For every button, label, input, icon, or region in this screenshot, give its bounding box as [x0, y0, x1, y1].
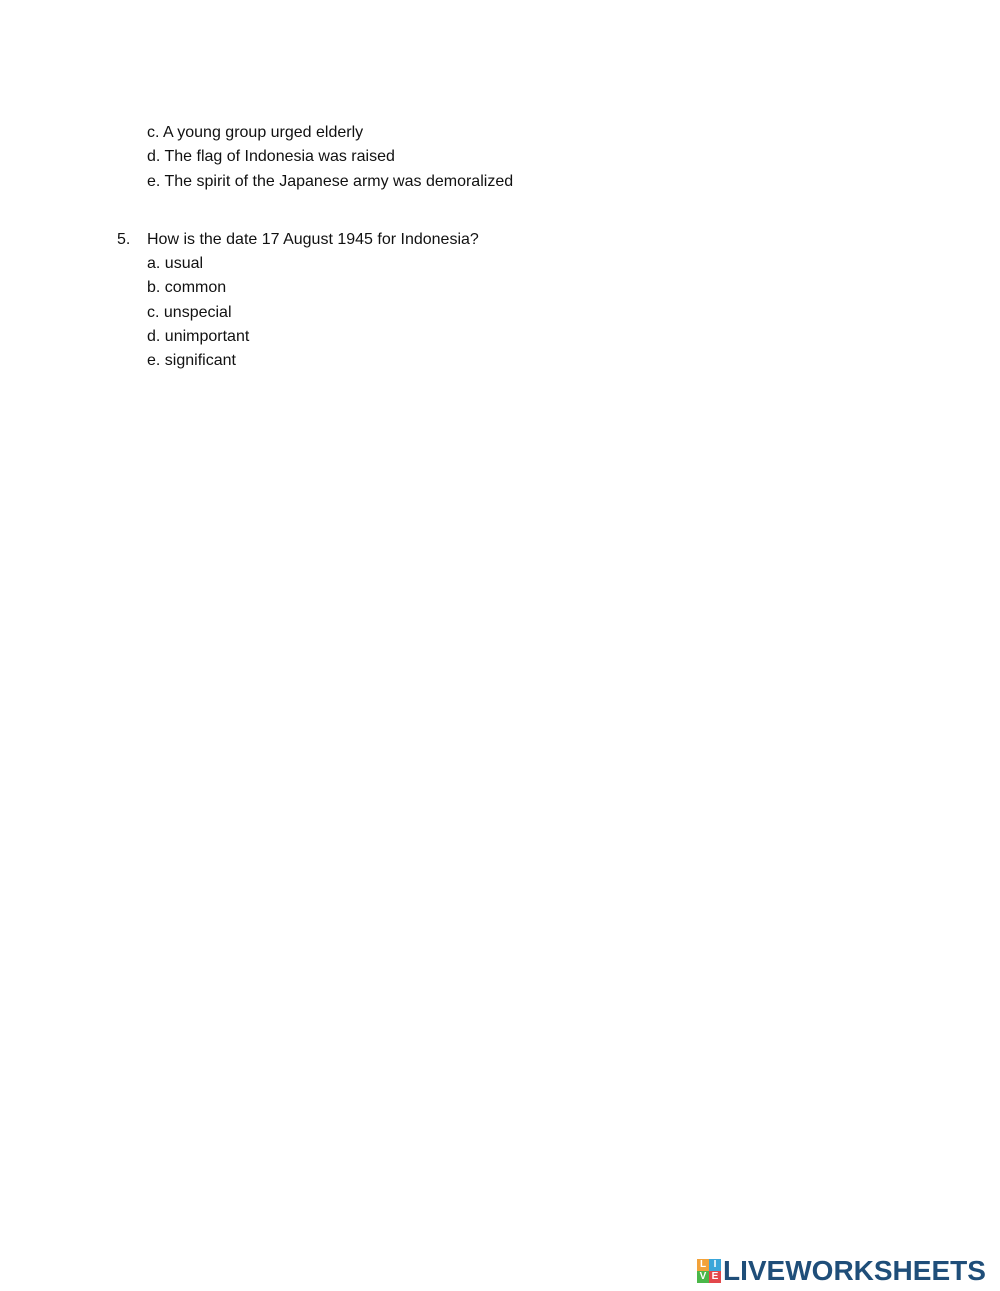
- logo-mark-e: E: [709, 1271, 721, 1283]
- option-letter: d.: [147, 148, 161, 165]
- option-letter: c.: [147, 304, 160, 321]
- option-text: A young group urged elderly: [163, 124, 364, 141]
- option-text: unimportant: [164, 328, 250, 345]
- liveworksheets-logo-icon: [697, 1259, 721, 1283]
- question5-option-b: [147, 278, 226, 298]
- option-letter: c.: [147, 124, 160, 141]
- question5-option-a: [147, 254, 203, 274]
- liveworksheets-logo: [697, 1257, 986, 1284]
- logo-mark-v: V: [697, 1271, 709, 1283]
- question4-option-d: [147, 147, 395, 167]
- option-text: significant: [164, 352, 236, 369]
- option-text: The flag of Indonesia was raised: [164, 148, 395, 165]
- option-text: unspecial: [163, 304, 232, 321]
- question5-number: 5.: [117, 231, 131, 248]
- option-letter: e.: [147, 173, 161, 190]
- option-text: usual: [164, 255, 204, 272]
- option-letter: e.: [147, 352, 161, 369]
- option-text: common: [164, 279, 227, 296]
- question5-text: How is the date 17 August 1945 for Indonesia?: [147, 231, 479, 248]
- question5-option-e: [147, 351, 236, 371]
- option-letter: b.: [147, 279, 161, 296]
- question4-option-e: [147, 172, 513, 192]
- question5-option-c: [147, 303, 232, 323]
- option-letter: a.: [147, 255, 161, 272]
- option-letter: d.: [147, 328, 161, 345]
- logo-mark-l: L: [697, 1259, 709, 1271]
- question5-option-d: [147, 327, 249, 347]
- option-text: The spirit of the Japanese army was demoralized: [164, 173, 514, 190]
- question4-option-c: [147, 123, 363, 143]
- logo-wordmark: LIVEWORKSHEETS: [723, 1255, 986, 1286]
- logo-mark-i: I: [709, 1259, 721, 1271]
